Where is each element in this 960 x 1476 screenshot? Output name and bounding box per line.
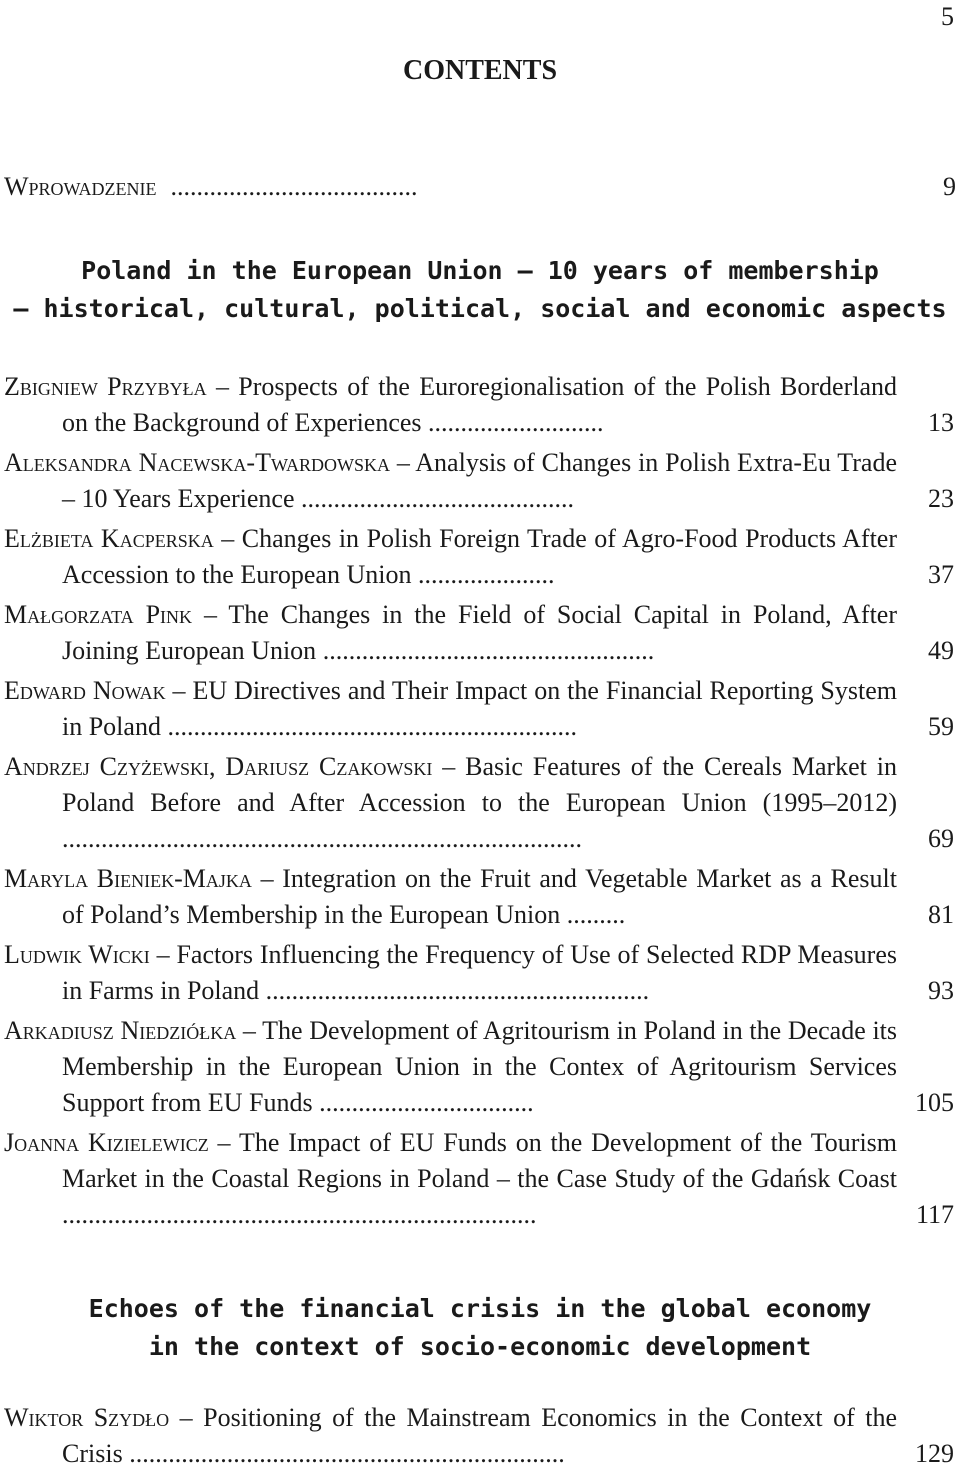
section-heading-line: Poland in the European Union – 10 years of membership	[81, 256, 879, 285]
section-heading-line: – historical, cultural, political, social and economic aspects	[13, 294, 947, 323]
entry-title: The Changes in the Field of Social Capital in Poland, After Joining European Union	[62, 600, 897, 665]
entry-author: Andrzej Czyżewski, Dariusz Czakowski	[4, 752, 433, 781]
toc-entry[interactable]: Elżbieta Kacperska – Changes in Polish Foreign Trade of Agro-Food Products After Accession to the European Union ..................... 37	[4, 521, 958, 593]
entry-title: Integration on the Fruit and Vegetable Market as a Result of Poland’s Membership in the European Union	[62, 864, 897, 929]
section-heading-financial-crisis	[0, 1290, 960, 1366]
entry-title: Positioning of the Mainstream Economics in the Context of the Crisis	[62, 1403, 897, 1468]
entry-leader: ...........................................................	[265, 976, 650, 1005]
page-title: CONTENTS	[402, 55, 558, 86]
toc-entry[interactable]: Joanna Kizielewicz – The Impact of EU Funds on the Development of the Tourism Market in the Coastal Regions in Poland – the Case Study of the Gdańsk Coast ......................................................................... 117	[4, 1125, 958, 1233]
entry-page: 49	[928, 636, 954, 665]
entry-leader: .....................	[417, 560, 555, 589]
entry-title: The Impact of EU Funds on the Development of the Tourism Market in the Coastal Regions in Poland – the Case Study of the Gdańsk Coast	[62, 1128, 898, 1193]
entry-title: EU Directives and Their Impact on the Financial Reporting System in Poland	[62, 676, 897, 741]
toc-entry[interactable]: Zbigniew Przybyła – Prospects of the Euroregionalisation of the Polish Borderland on the Background of Experiences ........................... 13	[4, 369, 958, 441]
toc-entry[interactable]: Aleksandra Nacewska-Twardowska – Analysis of Changes in Polish Extra-Eu Trade – 10 Years Experience .......................................... 23	[4, 445, 958, 517]
entry-page: 105	[915, 1088, 954, 1117]
entry-page: 59	[928, 712, 954, 741]
toc-entry-introduction[interactable]	[4, 172, 956, 202]
section-heading-line: in the context of socio-economic development	[148, 1332, 812, 1361]
entry-page: 81	[928, 900, 954, 929]
toc-entry[interactable]: Ludwik Wicki – Factors Influencing the Frequency of Use of Selected RDP Measures in Farms in Poland ........................................................... 93	[4, 937, 958, 1009]
entry-leader: ...............................................................	[167, 712, 577, 741]
toc-entry[interactable]: Edward Nowak – EU Directives and Their Impact on the Financial Reporting System in Poland ............................................................... 59	[4, 673, 958, 745]
toc-entry[interactable]: Arkadiusz Niedziółka – The Development of Agritourism in Poland in the Decade its Membership in the European Union in the Contex of Agritourism Services Support from EU Funds ................................. 105	[4, 1013, 958, 1121]
entry-page: 129	[915, 1439, 954, 1468]
entry-page: 37	[928, 560, 954, 589]
toc-entry[interactable]: Maryla Bieniek-Majka – Integration on the Fruit and Vegetable Market as a Result of Poland’s Membership in the European Union ......... 81	[4, 861, 958, 933]
entry-leader: .........................................................................	[62, 1200, 537, 1229]
entry-page: 23	[928, 484, 954, 513]
entry-author: Ludwik Wicki	[4, 940, 150, 969]
entry-leader: ..........................................	[301, 484, 574, 513]
section-heading-line: Echoes of the financial crisis in the global economy	[88, 1294, 872, 1323]
section-entries-financial-crisis	[4, 1400, 958, 1476]
entry-leader: .........	[566, 900, 626, 929]
entry-leader: .................................	[319, 1088, 534, 1117]
entry-leader: ................................................................................	[62, 824, 582, 853]
toc-entry[interactable]: Andrzej Czyżewski, Dariusz Czakowski – Basic Features of the Cereals Market in Poland Before and After Accession to the European Union (1995–2012) ................................................................................ 69	[4, 749, 958, 857]
entry-page: 9	[943, 172, 956, 201]
entry-author: Zbigniew Przybyła	[4, 372, 207, 401]
entry-label: Wprowadzenie	[4, 172, 157, 201]
entry-leader: ...................................................................	[129, 1439, 565, 1468]
entry-title: Changes in Polish Foreign Trade of Agro-Food Products After Accession to the European Union	[62, 524, 898, 589]
entry-page: 117	[915, 1200, 954, 1229]
entry-author: Maryla Bieniek-Majka	[4, 864, 252, 893]
entry-author: Małgorzata Pink	[4, 600, 193, 629]
entry-leader: ......................................	[170, 172, 418, 201]
entry-author: Joanna Kizielewicz	[4, 1128, 209, 1157]
entry-leader: ...................................................	[322, 636, 655, 665]
entry-title: Prospects of the Euroregionalisation of the Polish Borderland on the Background of Experiences	[62, 372, 897, 437]
entry-author: Aleksandra Nacewska-Twardowska	[4, 448, 390, 477]
entry-title: Analysis of Changes in Polish Extra-Eu Trade – 10 Years Experience	[62, 448, 898, 513]
toc-entry[interactable]: Wiktor Szydło – Positioning of the Mainstream Economics in the Context of the Crisis ................................................................... 129	[4, 1400, 958, 1472]
entry-page: 13	[928, 408, 954, 437]
entry-author: Arkadiusz Niedziółka	[4, 1016, 237, 1045]
entry-author: Wiktor Szydło	[4, 1403, 170, 1432]
entry-title: The Development of Agritourism in Poland in the Decade its Membership in the European Union in the Contex of Agritourism Services Support from EU Funds	[62, 1016, 898, 1117]
entry-author: Elżbieta Kacperska	[4, 524, 214, 553]
section-entries-poland-in-eu	[4, 369, 958, 1237]
entry-title: Basic Features of the Cereals Market in Poland Before and After Accession to the European Union (1995–2012)	[62, 752, 898, 817]
entry-title: Factors Influencing the Frequency of Use of Selected RDP Measures in Farms in Poland	[62, 940, 898, 1005]
entry-page: 93	[928, 976, 954, 1005]
toc-entry[interactable]: Małgorzata Pink – The Changes in the Field of Social Capital in Poland, After Joining European Union ................................................... 49	[4, 597, 958, 669]
entry-author: Edward Nowak	[4, 676, 166, 705]
entry-leader: ...........................	[428, 408, 604, 437]
entry-page: 69	[928, 824, 954, 853]
page-number: 5	[941, 2, 954, 31]
section-heading-poland-in-eu	[0, 252, 960, 328]
